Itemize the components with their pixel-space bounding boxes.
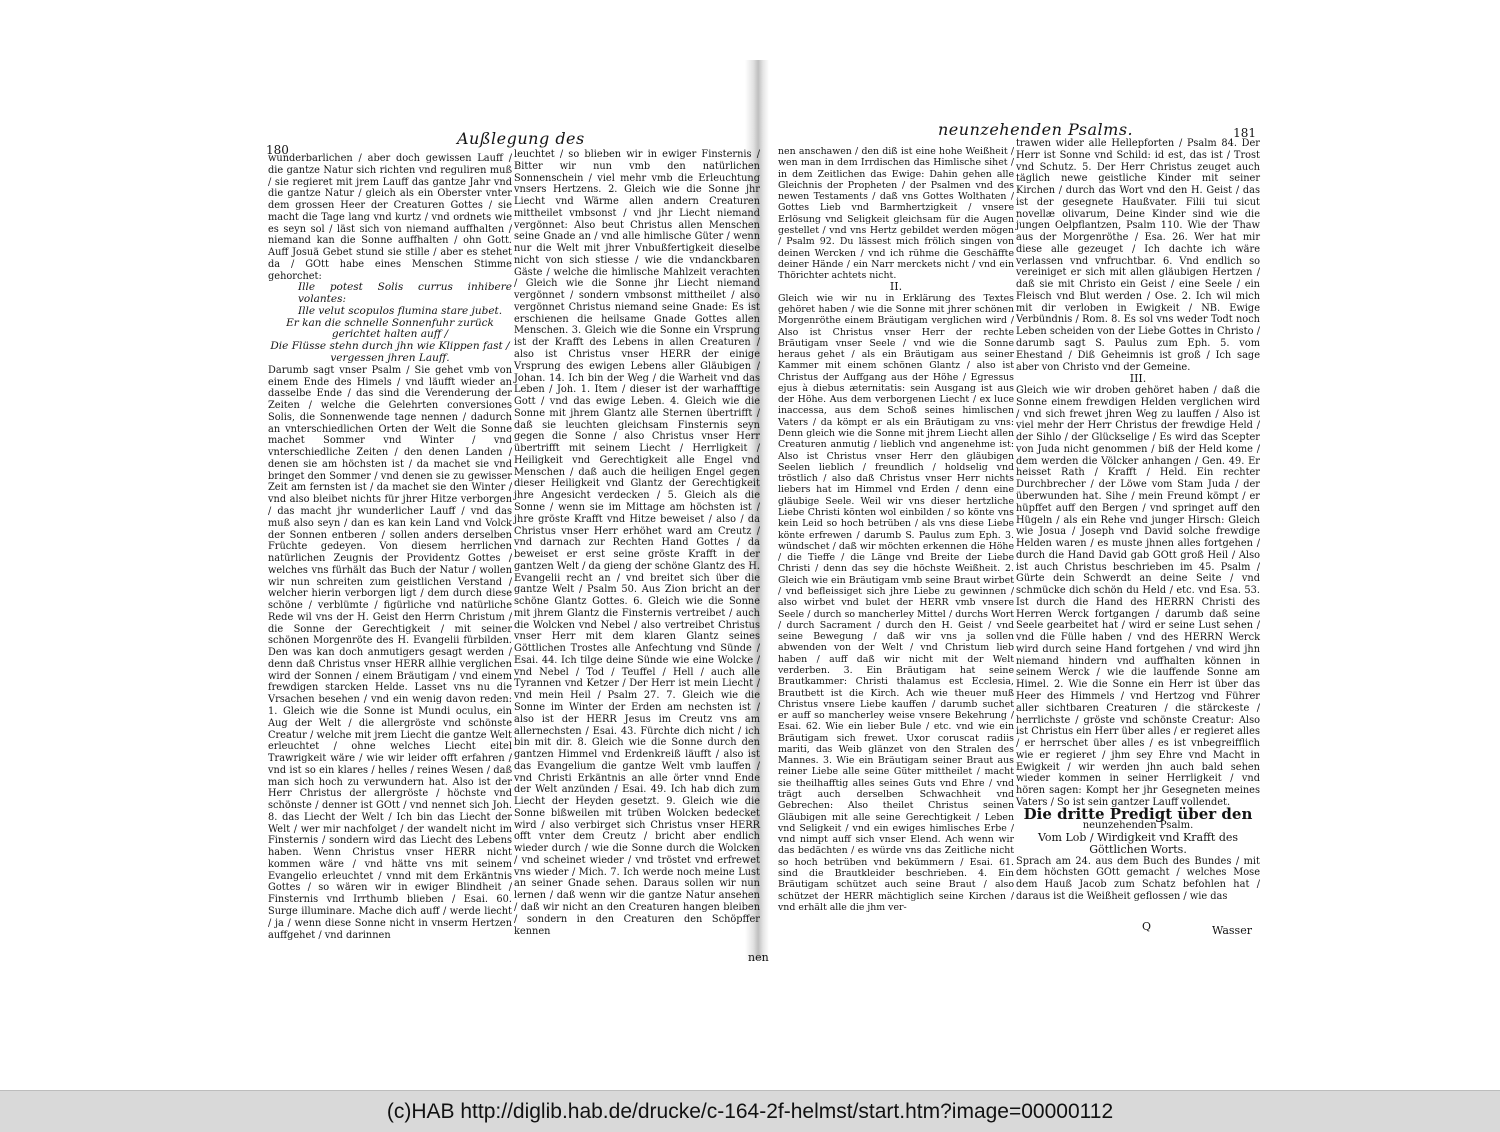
right-column-1 — [778, 146, 1014, 913]
left-col1-body: Darumb sagt vnser Psalm / Sie gehet vmb von einem Ende des Himels / vnd läufft wieder an dasselbe Ende / das sind die Verenderung der Zeiten / welche die Gelehrten conversiones Solis, die Sonnenwende tage nennen / dadurch an vnterschiedlichen Orten der Welt die Sonne machet Sommer vnd Winter / vnd vnterschiedliche Zeiten / den denen Landen / denen sie am höchsten ist / da machet sie vnd bringet den Sommer / vnd denen sie zu gewisser Zeit am fernsten ist / da machet sie den Winter / vnd also bleibet nichts für jhrer Hitze verborgen / das macht jhr wunderlicher Lauff / vnd das muß also seyn / dan es kan kein Land vnd Volck der Sonnen entberen / sollen anders derselben Früchte gedeyen. Von diesem herrlichen natürlichen Zeugnis der Providentz Gottes / welches vns fürhält das Buch der Natur / wollen wir nun schreiten zum geistlichen Verstand / welcher hierin verborgen ligt / dem durch diese schöne / verblümte / figürliche vnd natürliche Rede wil vns der H. Geist den Herrn Christum / die Sonne der Gerechtigkeit / mit seiner schönen Morgenröte des H. Evangelii fürbilden. Den was kan doch anmutigers gesagt werden / denn daß Christus vnser HERR allhie verglichen wird der Sonnen / einem Bräutigam / vnd einem frewdigen starcken Helde. Lasset vns nu die Vrsachen besehen / vnd ein wenig davon reden: 1. Gleich wie die Sonne ist Mundi oculus, ein Aug der Welt / die allergröste vnd schönste Creatur / welche mit jrem Liecht die gantze Welt erleuchtet / ohne welches Liecht eitel Trawrigkeit wäre / wie wir leider offt erfahren / vnd ist so ein klares / helles / reines Wesen / daß man sich hoch zu verwundern hat. Also ist der Herr Christus der allergröste / höchste vnd schönste / denner ist GOtt / vnd nennet sich Joh. 8. das Liecht der Welt / Ich bin das Liecht der Welt / wer mir nachfolget / der wandelt nicht im Finsternis / sondern wird das Liecht des Lebens haben. Wenn Christus vnser HERR nicht kommen wäre / vnd hätte vns mit seinem Evangelio erleuchtet / vnnd mit dem Erkäntnis Gottes / so wären wir in ewiger Blindheit / Finsternis vnd Irrthumb blieben / Esai. 60. Surge illuminare. Mache dich auff / werde liecht / ja / wenn diese Sonne nicht in vnserm Hertzen auffgehet / vnd darinnen — [268, 364, 512, 941]
left-running-head: Außlegung des — [457, 129, 585, 148]
copyright-footer: (c)HAB http://diglib.hab.de/drucke/c-164-2f-helmst/start.htm?image=00000112 — [0, 1090, 1500, 1132]
signature-mark: Q — [1142, 920, 1152, 933]
right-col1-body-1: nen anschawen / den diß ist eine hohe Weißheit / wen man in dem Irrdischen das Himlische sihet / in dem Zeitlichen das Ewige: Dahin gehen alle Gleichnis der Propheten / der Psalmen vnd des newen Testaments / daß vns Gottes Wolthaten / Gottes Lieb vnd Barmhertzigkeit / vnsere Erlösung vnd Seligkeit gleichsam für die Augen gestellet / vnd vns Hertz gebildet werden mögen / Psalm 92. Du lässest mich frölich singen von deinen Wercken / vnd ich rühme die Geschäffte deiner Hände / ein Narr merckets nicht / vnd ein Thörichter achtets nicht. — [778, 146, 1014, 282]
sermon-heading: Die dritte Predigt über den — [1023, 804, 1253, 823]
section-numeral-2: II. — [889, 280, 903, 294]
sermon-subheading: neunzehenden Psalm. — [1082, 820, 1194, 832]
section-numeral-3: III. — [1129, 372, 1147, 386]
right-catchword: Wasser — [1212, 924, 1252, 937]
right-col2-body-3: Sprach am 24. aus dem Buch des Bundes / mit dem höchsten GOtt gemacht / welches Mose dem Hauß Jacob zum Schatz befohlen hat / daraus ist die Weißheit geflossen / wie das — [1016, 855, 1260, 902]
right-col2-body-1: trawen wider alle Hellepforten / Psalm 84. Der Herr ist Sonne vnd Schild: id est, das ist / Trost vnd Schutz. 5. Der Herr Christus zeuget auch täglich newe geistliche Kinder mit seiner Kirchen / durch das Wort vnd den H. Geist / das ist der gesegnete Haußvater. Filii tui sicut novellæ olivarum, Deine Kinder sind wie die jungen Oelpflantzen, Psalm 110. Wie der Thaw aus der Morgenröthe / Esa. 26. Wer hat mir diese alle gezeuget / Ich dachte ich wäre verlassen vnd vnfruchtbar. 6. Vnd endlich so vereiniget er sich mit allen gläubigen Hertzen / daß sie mit Christo ein Geist / eine Seele / ein Fleisch vnd Blut werden / Ose. 2. Ich wil mich mit dir verloben in Ewigkeit / NB. Ewige Verbündnis / Rom. 8. Es sol vns weder Todt noch Leben scheiden von der Liebe Gottes in Christo / darumb sagt S. Paulus zum Eph. 5. vom Ehestand / Diß Geheimnis ist groß / Ich sage aber von Christo vnd der Gemeine. — [1016, 138, 1260, 373]
left-col2-body: leuchtet / so blieben wir in ewiger Finsternis / Bitter wir nun vmb den natürlichen Sonnenschein / viel mehr vmb die Erleuchtung vnsers Hertzens. 2. Gleich wie die Sonne jhr Liecht vnd Wärme allen andern Creaturen mittheilet vmbsonst / vnd jhr Liecht niemand vergönnet: Also beut Christus allen Menschen seine Gnade an / vnd alle himlische Güter / wenn nur die Welt mit jhrer Vnbußfertigkeit dieselbe nicht von sich stiesse / wie die vndanckbaren Gäste / welche die himlische Mahlzeit verachten / Gleich wie die Sonne jhr Liecht niemand vergönnet / sondern vmbsonst mittheilet / also vergönnet Christus niemand seine Gnade: Es ist erschienen die heilsame Gnade Gottes allen Menschen. 3. Gleich wie die Sonne ein Vrsprung ist der Krafft des Lebens in allen Creaturen / also ist Christus vnser HERR der einige Vrsprung des ewigen Lebens aller Gläubigen / Johan. 14. Ich bin der Weg / die Warheit vnd das Leben / Joh. 1. Item / dieser ist der warhafftige Gott / vnd das ewige Leben. 4. Gleich wie die Sonne mit jhrem Glantz alle Sternen übertrifft / daß sie leuchten gleichsam Finsternis seyn gegen die Sonne / also Christus vnser Herr übertrifft mit seinem Liecht / Herrligkeit / Heiligkeit vnd Gerechtigkeit alle Engel vnd Menschen / daß auch die heiligen Engel gegen dieser Heiligkeit vnd Glantz der Gerechtigkeit jhre Angesicht verdecken / 5. Gleich als die Sonne / wenn sie im Mittage am höchsten ist / jhre gröste Krafft vnd Hitze beweiset / also / da Christus vnser Herr erhöhet ward am Creutz / vnd darnach zur Rechten Hand Gottes / da beweiset er erst seine gröste Krafft in der gantzen Welt / da gieng der schöne Glantz des H. Evangelii recht an / vnd breitet sich über die gantze Welt / Psalm 50. Aus Zion bricht an der schöne Glantz Gottes. 6. Gleich wie die Sonne mit jhrem Glantz die Finsternis vertreibet / auch die Wolcken vnd Nebel / also vertreibet Christus vnser Herr mit dem klaren Glantz seines Göttlichen Trostes alle Anfechtung vnd Sünde / Esai. 44. Ich tilge deine Sünde wie eine Wolcke / vnd Nebel / Tod / Teuffel / Hell / auch alle Tyrannen vnd Ketzer / Der Herr ist mein Liecht / vnd mein Heil / Psalm 27. 7. Gleich wie die Sonne im Winter der Erden am nechsten ist / also ist der HERR Jesus im Creutz vns am allernechsten / Esai. 43. Fürchte dich nicht / ich bin mit dir. 8. Gleich wie die Sonne durch den gantzen Himmel vnd Erdenkreiß läufft / also ist das Evangelium die gantze Welt vmb lauffen / vnd Christi Erkäntnis an alle örter vnnd Ende der Welt anzünden / Esai. 49. Ich hab dich zum Liecht der Heyden gesetzt. 9. Gleich wie die Sonne bißweilen mit trüben Wolcken bedecket wird / also verbirget sich Christus vnser HERR offt vnter dem Creutz / bricht aber endlich wieder durch / wie die Sonne durch die Wolcken / vnd scheinet wieder / vnd tröstet vnd erfrewet vns wieder / Mich. 7. Ich werde noch meine Lust an seiner Gnade sehen. Daraus sollen wir nun lernen / daß wenn wir die gantze Natur ansehen / daß wir nicht an den Creaturen hangen bleiben / sondern in den Creaturen den Schöpffer kennen — [514, 149, 760, 937]
right-col1-body-2: Gleich wie wir nu in Erklärung des Textes gehöret haben / wie die Sonne mit jhrer schönen Morgenröthe einem Bräutigam verglichen wird / Also ist Christus vnser Herr der rechte Bräutigam vnser Seele / vnd wie die Sonne heraus gehet / als ein Bräutigam aus seiner Kammer mit einem schönen Glantz / also ist Christus der Auffgang aus der Höhe / Egressus ejus à diebus æternitatis: sein Ausgang ist aus der Höhe. Aus dem verborgenen Liecht / ex luce inaccessa, aus dem Schoß seines himlischen Vaters / da kömpt er als ein Bräutigam zu vns: Denn gleich wie die Sonne mit jhrem Liecht allen Creaturen anmutig / lieblich vnd angenehme ist: Also ist Christus vnser Herr den gläubigen Seelen lieblich / freundlich / holdselig vnd tröstlich / also daß Christus vnser Herr nichts liebers hat im Himmel vnd Erden / denn eine gläubige Seele. Weil wir vns dieser hertzliche Liebe Christi könten wol einbilden / so könte vns kein Leid so hoch betrüben / als vns diese Liebe könte erfrewen / darumb S. Paulus zum Eph. 3. wündschet / daß wir möchten erkennen die Höhe / die Tieffe / die Länge vnd Breite der Liebe Christi / denn das sey die höchste Weißheit. 2. Gleich wie ein Bräutigam vmb seine Braut wirbet / vnd befleissiget sich jhre Liebe zu gewinnen / also wirbet vnd bulet der HERR vmb vnsere Seele / durch so mancherley Mittel / durchs Wort / durch Sacrament / durch den H. Geist / vnd seine Bewegung / daß wir vns ja sollen abwenden von der Welt / vnd Christum lieb haben / auff daß wir nicht mit der Welt verderben. 3. Ein Bräutigam hat seine Brautkammer: Christi thalamus est Ecclesia, Brautbett ist die Kirch. Ach wie theuer muß Christus vnsere Liebe kauffen / darumb suchet er auff so mancherley weise vnsere Bekehrung / Esai. 62. Wie ein lieber Bule / etc. vnd wie ein Bräutigam sich frewet. Uxor coruscat radiis mariti, das Weib glänzet von den Stralen des Mannes. 3. Wie ein Bräutigam seiner Braut aus reiner Liebe alle seine Güter mittheilet / macht sie theilhafftig alles seines Guts vnd Ehre / vnd trägt auch derselben Schwachheit vnd Gebrechen: Also theilet Christus seinen Gläubigen mit alle seine Gerechtigkeit / Leben vnd Seligkeit / vnd ein ewiges himlisches Erbe / vnd nimpt auff sich vnser Elend. Ach wenn wir das bedächten / es würde vns das Zeitliche nicht so hoch betrüben vnd bekümmern / Esai. 61. sind die Brautkleider beschrieben. 4. Ein Bräutigam schützet auch seine Braut / also schützet der HERR mächtiglich seine Kirchen / vnd erhält alle die jhm ver- — [778, 292, 1014, 913]
latin-verse-1: Ille potest Solis currus inhibere volantes: — [298, 281, 512, 306]
german-verse-2: Die Flüsse stehn durch jhn wie Klippen fast / vergessen jhren Lauff. — [270, 340, 510, 365]
left-column-1 — [268, 153, 512, 941]
right-running-head: neunzehenden Psalms. — [938, 120, 1134, 139]
right-col2-body-2: Gleich wie wir droben gehöret haben / daß die Sonne einem frewdigen Helden verglichen wird / vnd sich frewet jhren Weg zu lauffen / Also ist viel mehr der Herr Christus der frewdige Held / der Sihlo / der Glückselige / Es wird das Scepter von Juda nicht genommen / biß der Held kome / dem werden die Völcker anhangen / Gen. 49. Er heisset Rath / Krafft / Held. Ein rechter Durchbrecher / der Löwe vom Stam Juda / der überwunden hat. Sihe / mein Freund kömpt / er hüpffet auff den Bergen / vnd springet auff den Hügeln / als ein Rehe vnd junger Hirsch: Gleich wie Josua / Joseph vnd David solche frewdige Helden waren / es muste jhnen alles fortgehen / durch die Hand David gab GOtt groß Heil / Also ist auch Christus beschrieben im 45. Psalm / Gürte dein Schwerdt an deine Seite / vnd schmücke dich schön du Held / etc. vnd Esa. 53. Ist durch die Hand des HERRN Christi des Herren Werck fortgangen / darumb daß seine Seele gearbeitet hat / wird er seine Lust sehen / vnd die Fülle haben / vnd des HERRN Werck wird durch seine Hand fortgehen / vnd wird jhn niemand hindern vnd auffhalten können in seinem Werck / wie die lauffende Sonne am Himel. 2. Wie die Sonne ein Herr ist über das Heer des Himmels / vnd Hertzog vnd Führer aller sichtbaren Creaturen / die stärckeste / herrlichste / gröste vnd schönste Creatur: Also ist Christus ein Herr über alles / er regieret alles / er herrschet über alles / es ist vnbegreifflich wie er regieret / jhm sey Ehre vnd Macht in Ewigkeit / wir werden jhn auch bald sehen wieder kommen in seiner Herrligkeit / vnd hören sagen: Kompt her jhr Gesegneten meines Vaters / So ist sein gantzer Lauff vollendet. — [1016, 385, 1260, 808]
latin-verse-2: Ille velut scopulos flumina stare jubet. — [298, 304, 503, 317]
sermon-subtitle: Vom Lob / Wirdigkeit vnd Krafft des Göttlichen Worts. — [1037, 831, 1239, 856]
right-page — [772, 120, 1262, 935]
left-page — [262, 125, 769, 964]
left-col1-intro: wunderbarlichen / aber doch gewissen Lauff / die gantze Natur sich richten vnd reguliren muß / sie regieret mit jrem Lauff das gantze Jahr vnd die gantze Natur / gleich als ein Oberster vnter dem grossen Heer der Creaturen Gottes / sie macht die Tage lang vnd kurtz / vnd ordnets wie es seyn sol / läst sich von niemand auffhalten / niemand kan die Sonne auffhalten / ohn Gott. Auff Josuä Gebet stund sie stille / aber es stehet da / GOtt habe eines Menschen Stimme gehorchet: — [268, 153, 512, 282]
left-catchword: nen — [748, 951, 769, 964]
left-column-2 — [514, 149, 760, 937]
right-page-number: 181 — [1233, 126, 1256, 140]
right-column-2 — [1016, 138, 1260, 903]
german-verse-1: Er kan die schnelle Sonnenfuhr zurück gerichtet halten auff / — [286, 316, 494, 341]
left-page-number: 180 — [266, 143, 289, 157]
